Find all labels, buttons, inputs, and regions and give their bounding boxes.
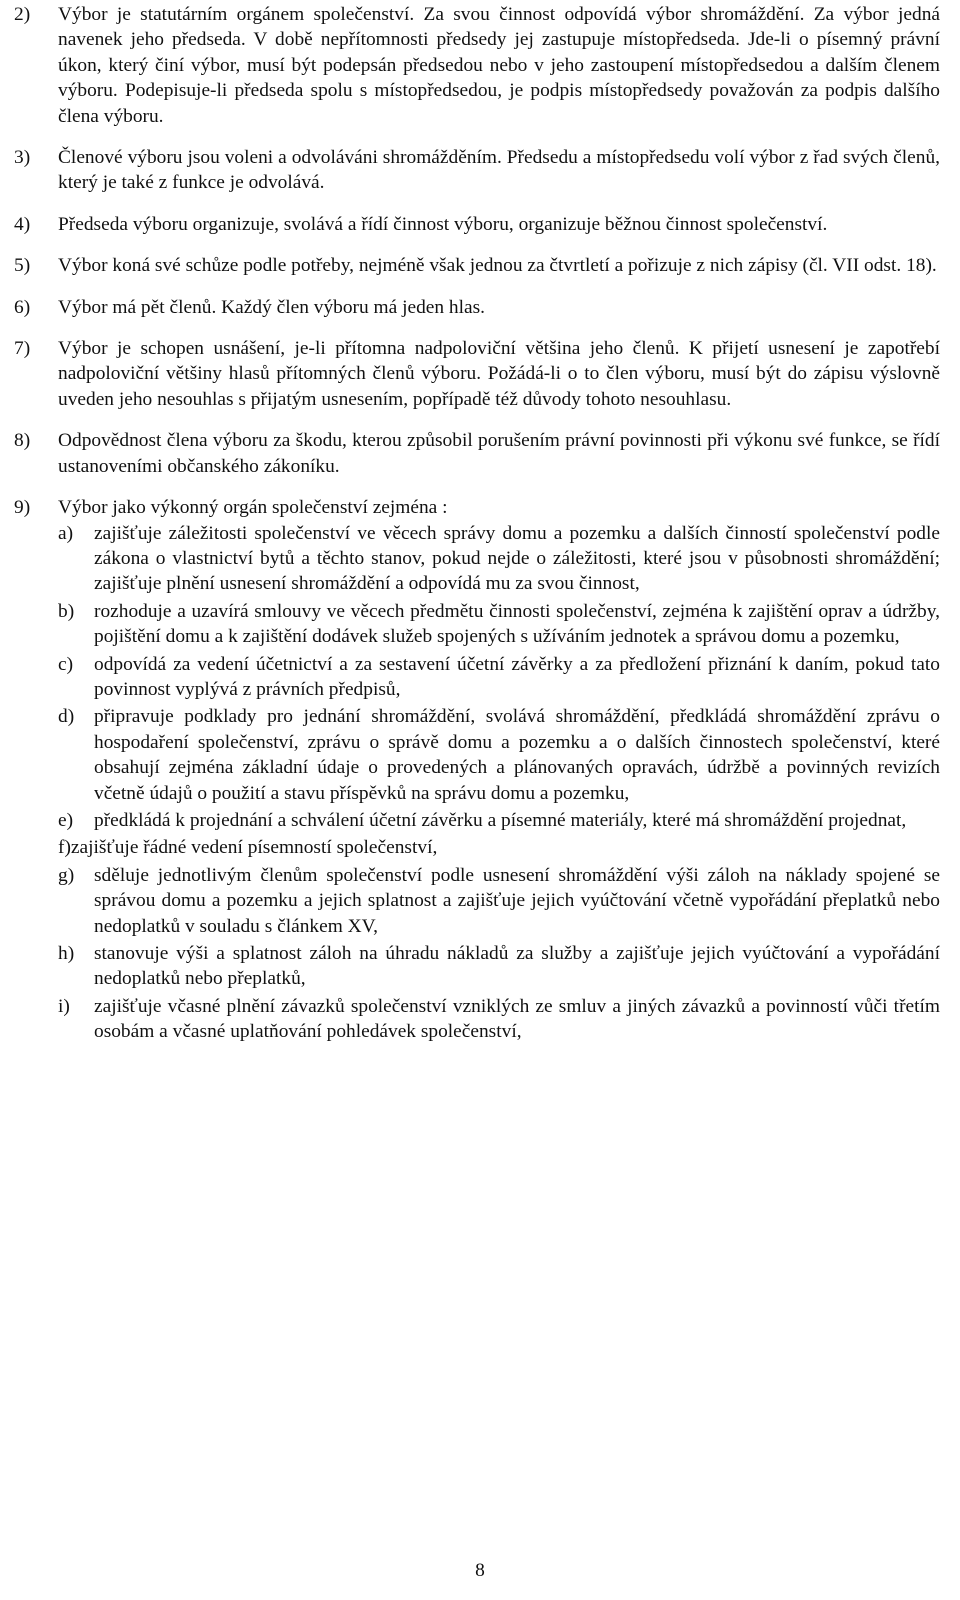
paragraph-4 <box>14 212 940 237</box>
page-number: 8 <box>475 1560 485 1581</box>
list-item-d <box>58 704 940 806</box>
paragraph-text: Členové výboru jsou voleni a odvoláváni shromážděním. Předsedu a místopředsedu volí výbor z řad svých členů, který je také z funkce je odvolává. <box>58 147 940 194</box>
list-item-h <box>58 941 940 992</box>
paragraph-number: 3) <box>14 147 31 169</box>
paragraph-number: 6) <box>14 296 31 318</box>
paragraph-text: Výbor je schopen usnášení, je-li přítomna nadpoloviční většina jeho členů. K přijetí usnesení je zapotřebí nadpoloviční většiny hlasů přítomných členů výboru. Požádá-li o to člen výboru, musí být do zápisu výslovně uveden jeho nesouhlas s přijatým usnesením, popřípadě též důvody tohoto nesouhlasu. <box>58 338 940 410</box>
list-item-i <box>58 994 940 1045</box>
list-item-letter: a) <box>58 522 74 544</box>
paragraph-text: Výbor je statutárním orgánem společenství. Za svou činnost odpovídá výbor shromáždění. Za výbor jedná navenek jeho předseda. V době nepřítomnosti předsedy jej zastupuje místopředseda. Jde-li o písemný právní úkon, který činí výbor, musí být podepsán předsedou nebo v jeho zastoupení místopředsedou a dalším členem výboru. Podepisuje-li předseda spolu s místopředsedou, je podpis místopředsedy považován za podpis dalšího člena výboru. <box>58 4 940 127</box>
list-item-letter: i) <box>58 995 70 1017</box>
paragraph-text: Výbor jako výkonný orgán společenství zejména : <box>58 497 448 519</box>
list-item-letter: d) <box>58 706 75 728</box>
paragraph-number: 8) <box>14 430 31 452</box>
paragraph-number: 7) <box>14 338 31 360</box>
list-item-c <box>58 652 940 703</box>
list-item-g <box>58 863 940 939</box>
paragraph-5 <box>14 253 940 278</box>
paragraph-text: Předseda výboru organizuje, svolává a řídí činnost výboru, organizuje běžnou činnost společenství. <box>58 213 828 235</box>
paragraph-number: 4) <box>14 213 31 235</box>
paragraph-3 <box>14 145 940 196</box>
list-item-e <box>58 808 940 833</box>
paragraph-number: 2) <box>14 4 31 25</box>
list-item-text: předkládá k projednání a schválení účetní závěrku a písemné materiály, které má shromáždění projednat, <box>94 809 907 831</box>
paragraph-2 <box>14 2 940 129</box>
list-item-text: zajišťuje řádné vedení písemností společenství, <box>70 837 438 859</box>
list-item-text: sděluje jednotlivým členům společenství podle usnesení shromáždění výši záloh na náklady spojené se správou domu a pozemku a jejich splatnost a zajišťuje jejich vyúčtování včetně vypořádání přeplatků nebo nedoplatků v souladu s článkem XV, <box>94 864 940 937</box>
list-item-text: stanovuje výši a splatnost záloh na úhradu nákladů za služby a zajišťuje jejich vyúčtování a vypořádání nedoplatků nebo přeplatků, <box>94 943 940 990</box>
list-item-letter: e) <box>58 809 74 831</box>
paragraph-text: Odpovědnost člena výboru za škodu, kterou způsobil porušením právní povinnosti při výkonu své funkce, se řídí ustanoveními občanského zákoníku. <box>58 430 940 477</box>
list-item-text: odpovídá za vedení účetnictví a za sestavení účetní závěrky a za předložení přiznání k daním, pokud tato povinnost vyplývá z právních předpisů, <box>94 653 940 700</box>
paragraph-number: 9) <box>14 497 31 519</box>
paragraph-text: Výbor má pět členů. Každý člen výboru má jeden hlas. <box>58 296 485 318</box>
list-item-text: připravuje podklady pro jednání shromáždění, svolává shromáždění, předkládá shromáždění zprávu o hospodaření společenství, zprávu o správě domu a pozemku a o dalších činnostech společenství, které obsahují zejména základní údaje o provedených a plánovaných opravách, údržbě a povinných revizích včetně údajů o použití a stavu příspěvků na správu domu a pozemku, <box>94 706 940 804</box>
paragraph-8 <box>14 428 940 479</box>
list-item-letter: h) <box>58 943 75 964</box>
list-item-letter: b) <box>58 600 75 622</box>
list-item-f <box>58 835 940 860</box>
paragraph-9 <box>14 495 940 520</box>
list-item-a <box>58 521 940 597</box>
list-item-text: rozhoduje a uzavírá smlouvy ve věcech předmětu činnosti společenství, zejména k zajištění oprav a údržby, pojištění domu a k zajištění dodávek služeb spojených s užíváním jednotek a správou domu a pozemku, <box>94 600 940 648</box>
list-item-text: zajišťuje včasné plnění závazků společenství vzniklých ze smluv a jiných závazků a povinností vůči třetím osobám a včasné uplatňování pohledávek společenství, <box>94 995 940 1043</box>
list-item-b <box>58 599 940 650</box>
paragraph-text: Výbor koná své schůze podle potřeby, nejméně však jednou za čtvrtletí a pořizuje z nich zápisy (čl. VII odst. 18). <box>58 255 937 277</box>
paragraph-7 <box>14 336 940 412</box>
list-item-letter: g) <box>58 864 75 886</box>
list-item-letter: c) <box>58 653 74 675</box>
list-item-text: zajišťuje záležitosti společenství ve věcech správy domu a pozemku a dalších činností společenství podle zákona o vlastnictví bytů a těchto stanov, pokud nejde o záležitosti, které jsou v působnosti shromáždění; zajišťuje plnění usnesení shromáždění a odpovídá mu za svou činnost, <box>94 522 940 595</box>
paragraph-number: 5) <box>14 255 31 277</box>
list-item-letter: f) <box>58 837 71 859</box>
paragraph-6 <box>14 295 940 320</box>
